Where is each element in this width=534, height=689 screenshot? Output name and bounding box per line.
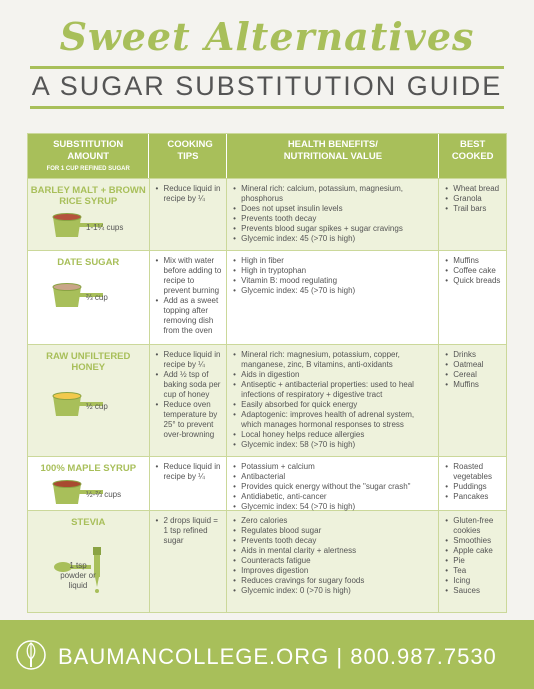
table-row xyxy=(28,250,506,344)
list-item: • Pancakes xyxy=(445,492,502,502)
table-row xyxy=(28,510,506,612)
sweetener-name: BARLEY MALT + BROWN RICE SYRUP xyxy=(30,185,146,207)
amount-label: ½ cup xyxy=(86,402,108,411)
list-item: • High in tryptophan xyxy=(233,266,434,276)
list-item: • Mineral rich: calcium, potassium, magnesium, phosphorus xyxy=(233,184,434,204)
footer xyxy=(0,620,534,689)
header-label: HEALTH BENEFITS/ NUTRITIONAL VALUE xyxy=(283,139,383,162)
list-item: • 2 drops liquid = 1 tsp refined sugar xyxy=(156,516,223,546)
header-substitution-amount xyxy=(28,134,149,178)
header-cooking-tips xyxy=(149,134,227,178)
list-item: • Reduce liquid in recipe by ¼ xyxy=(156,462,223,482)
substitution-cell xyxy=(28,251,150,344)
health-benefits-cell xyxy=(227,345,439,456)
bottom-rule xyxy=(30,106,504,109)
list-item: • Reduce oven temperature by 25° to prevent over-browning xyxy=(156,400,223,440)
list-item: • Add as a sweet topping after removing dish from the oven xyxy=(156,296,223,336)
list-item: • Wheat bread xyxy=(445,184,502,194)
amount-label: ½-⅔ cups xyxy=(86,490,122,499)
whisk-logo-icon xyxy=(16,638,46,672)
header-label: BEST COOKED xyxy=(451,139,494,162)
sweetener-name: 100% MAPLE SYRUP xyxy=(40,463,137,474)
list-item: • Cereal xyxy=(445,370,502,380)
best-cooked-cell xyxy=(439,251,506,344)
list-item: • Potassium + calcium xyxy=(233,462,434,472)
list-item: • Quick breads xyxy=(445,276,502,286)
list-item: • Mix with water before adding to recipe to prevent burning xyxy=(156,256,223,296)
table-row xyxy=(28,456,506,510)
table-row xyxy=(28,178,506,250)
header-label: COOKING TIPS xyxy=(167,139,213,162)
list-item: • Tea xyxy=(445,566,502,576)
list-item: • Reduces cravings for sugary foods xyxy=(233,576,434,586)
best-cooked-cell xyxy=(439,457,506,510)
substitution-table xyxy=(27,133,507,613)
amount-label: ⅔ cup xyxy=(86,293,108,302)
list-item: • Does not upset insulin levels xyxy=(233,204,434,214)
substitution-cell xyxy=(28,179,150,250)
footer-contact: BAUMANCOLLEGE.ORG | 800.987.7530 xyxy=(58,644,497,669)
substitution-cell xyxy=(28,345,150,456)
list-item: • Apple cake xyxy=(445,546,502,556)
list-item: • Antiseptic + antibacterial properties: used to heal infections of respiratory + digestive tract xyxy=(233,380,434,400)
list-item: • Zero calories xyxy=(233,516,434,526)
list-item: • Prevents tooth decay xyxy=(233,214,434,224)
list-item: • Coffee cake xyxy=(445,266,502,276)
header-health-benefits xyxy=(227,134,439,178)
table-header xyxy=(28,134,506,178)
list-item: • Easily absorbed for quick energy xyxy=(233,400,434,410)
header-best-cooked xyxy=(439,134,506,178)
page-subtitle: A SUGAR SUBSTITUTION GUIDE xyxy=(31,71,503,101)
list-item: • Drinks xyxy=(445,350,502,360)
health-benefits-cell xyxy=(227,179,439,250)
health-benefits-cell xyxy=(227,251,439,344)
substitution-cell xyxy=(28,457,150,510)
health-benefits-cell xyxy=(227,511,439,612)
header-label: SUBSTITUTION AMOUNT xyxy=(53,139,124,162)
list-item: • Glycemic index: 0 (>70 is high) xyxy=(233,586,434,596)
amount-label: 1 tsp powder or liquid xyxy=(60,561,96,590)
list-item: • Pie xyxy=(445,556,502,566)
list-item: • Glycemic index: 58 (>70 is high) xyxy=(233,440,434,450)
list-item: • Regulates blood sugar xyxy=(233,526,434,536)
list-item: • Trail bars xyxy=(445,204,502,214)
list-item: • Counteracts fatigue xyxy=(233,556,434,566)
health-benefits-cell xyxy=(227,457,439,510)
list-item: • Reduce liquid in recipe by ¼ xyxy=(156,350,223,370)
list-item: • Antidiabetic, anti-cancer xyxy=(233,492,434,502)
list-item: • Vitamin B: mood regulating xyxy=(233,276,434,286)
list-item: • Glycemic index: 54 (>70 is high) xyxy=(233,502,434,512)
best-cooked-cell xyxy=(439,511,506,612)
cooking-tips-cell xyxy=(150,457,228,510)
amount-label: 1-1¼ cups xyxy=(86,223,124,232)
list-item: • Puddings xyxy=(445,482,502,492)
best-cooked-cell xyxy=(439,345,506,456)
list-item: • High in fiber xyxy=(233,256,434,266)
list-item: • Glycemic index: 45 (>70 is high) xyxy=(233,234,434,244)
substitution-cell xyxy=(28,511,150,612)
cooking-tips-cell xyxy=(150,179,228,250)
script-title: Sweet Alternatives xyxy=(59,14,475,59)
list-item: • Glycemic index: 45 (>70 is high) xyxy=(233,286,434,296)
list-item: • Reduce liquid in recipe by ¼ xyxy=(156,184,223,204)
list-item: • Local honey helps reduce allergies xyxy=(233,430,434,440)
sweetener-name: DATE SUGAR xyxy=(57,257,120,268)
list-item: • Icing xyxy=(445,576,502,586)
top-rule xyxy=(30,66,504,69)
cooking-tips-cell xyxy=(150,511,228,612)
list-item: • Roasted vegetables xyxy=(445,462,502,482)
list-item: • Granola xyxy=(445,194,502,204)
cooking-tips-cell xyxy=(150,345,228,456)
list-item: • Add ½ tsp of baking soda per cup of honey xyxy=(156,370,223,400)
list-item: • Adaptogenic: improves health of adrenal system, which manages hormonal responses to stress xyxy=(233,410,434,430)
list-item: • Muffins xyxy=(445,256,502,266)
sweetener-name: STEVIA xyxy=(71,517,106,528)
list-item: • Prevents blood sugar spikes + sugar cravings xyxy=(233,224,434,234)
list-item: • Aids in mental clarity + alertness xyxy=(233,546,434,556)
sweetener-name: RAW UNFILTERED HONEY xyxy=(46,351,131,373)
list-item: • Prevents tooth decay xyxy=(233,536,434,546)
list-item: • Improves digestion xyxy=(233,566,434,576)
list-item: • Muffins xyxy=(445,380,502,390)
list-item: • Smoothies xyxy=(445,536,502,546)
list-item: • Provides quick energy without the "sugar crash" xyxy=(233,482,434,492)
best-cooked-cell xyxy=(439,179,506,250)
header xyxy=(0,0,534,120)
list-item: • Oatmeal xyxy=(445,360,502,370)
table-row xyxy=(28,344,506,456)
cooking-tips-cell xyxy=(150,251,228,344)
list-item: • Sauces xyxy=(445,586,502,596)
header-note: FOR 1 CUP REFINED SUGAR xyxy=(46,166,130,172)
list-item: • Gluten-free cookies xyxy=(445,516,502,536)
list-item: • Aids in digestion xyxy=(233,370,434,380)
list-item: • Antibacterial xyxy=(233,472,434,482)
list-item: • Mineral rich: magnesium, potassium, copper, manganese, zinc, B vitamins, anti-oxidants xyxy=(233,350,434,370)
